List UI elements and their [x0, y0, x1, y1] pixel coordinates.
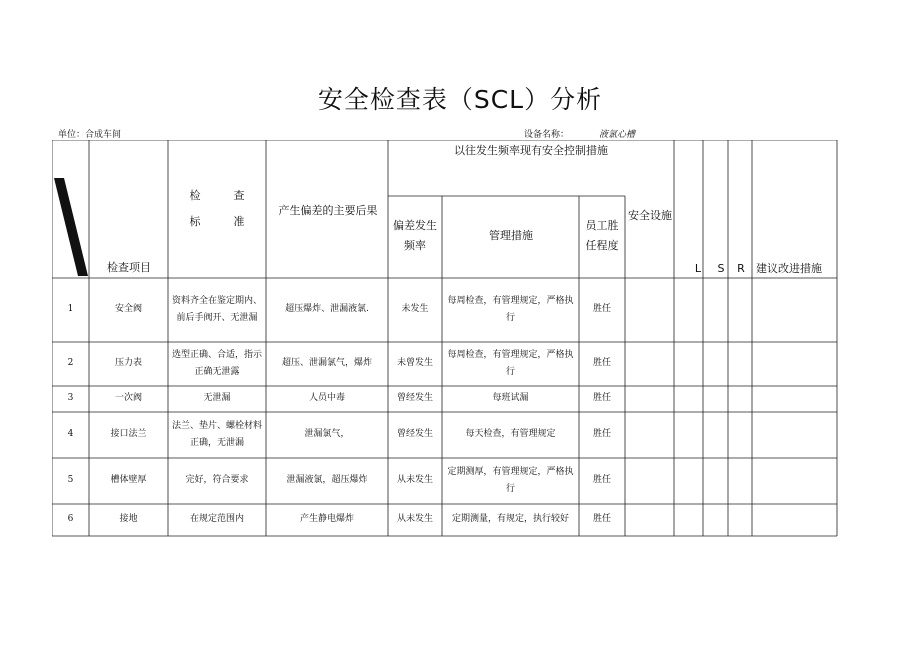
equipment-name: [524, 127, 635, 140]
header-management: 管理措施: [489, 229, 533, 243]
row-2-no: 2: [67, 358, 74, 369]
row-1-management: 每周检查，有管理规定，严格执行: [447, 295, 574, 323]
row-3-competence: 胜任: [592, 393, 611, 404]
row-3-standard: 无泄漏: [203, 393, 231, 404]
header-competence: 员工胜任程度: [585, 219, 619, 252]
row-4-management: 每天检查，有管理规定: [465, 429, 556, 440]
row-1-no: 1: [67, 304, 74, 315]
row-5-item: 槽体壁厚: [110, 475, 147, 486]
row-5-management: 定期测厚，有管理规定，严格执行: [447, 466, 574, 494]
row-6-standard: 在规定范围内: [189, 514, 244, 525]
equipment-label: 设备名称：: [524, 130, 570, 140]
row-4-standard: 法兰、垫片、螺栓材料正确，无泄漏: [171, 420, 262, 448]
row-1-item: 安全阀: [114, 304, 142, 315]
row-3-item: 一次阀: [114, 393, 142, 404]
header-frequency-group: 以往发生频率现有安全控制措施: [454, 144, 608, 158]
row-5-competence: 胜任: [592, 475, 611, 486]
corner-slash-mark: [52, 176, 90, 280]
row-5-freq: 从未发生: [396, 475, 433, 486]
row-1-freq: 未发生: [401, 304, 429, 315]
header-standard-line1: 检 查: [189, 188, 245, 202]
row-5-consequence: 泄漏液氯，超压爆炸: [286, 475, 368, 486]
header-standard: [168, 180, 266, 238]
row-2-competence: 胜任: [592, 358, 611, 369]
equipment-value: 液氯心槽: [599, 130, 636, 140]
row-6-competence: 胜任: [592, 514, 611, 525]
row-6-freq: 从未发生: [396, 514, 433, 525]
row-6-management: 定期测量，有规定，执行较好: [451, 514, 569, 525]
row-2-standard: 选型正确、合适，指示正确无泄露: [171, 349, 262, 377]
header-deviation-frequency: 偏差发生频率: [393, 219, 437, 252]
row-4-competence: 胜任: [592, 429, 611, 440]
header-item: 检查项目: [107, 261, 151, 275]
row-4-no: 4: [67, 429, 74, 440]
row-6-item: 接地: [119, 514, 138, 525]
row-1-competence: 胜任: [592, 304, 611, 315]
header-standard-line2: 标 准: [189, 215, 245, 228]
row-2-consequence: 超压、泄漏氯气，爆炸: [281, 358, 372, 369]
unit-label: 单位：合成车间: [58, 130, 122, 140]
row-6-no: 6: [67, 514, 74, 525]
row-5-standard: 完好，符合要求: [185, 475, 249, 486]
row-2-item: 压力表: [114, 358, 142, 369]
row-3-management: 每班试漏: [492, 393, 529, 404]
row-1-standard: 资料齐全在鉴定期内、前后手阀开、无泄漏: [171, 295, 262, 323]
row-2-freq: 未曾发生: [396, 358, 433, 369]
header-s: S: [717, 262, 725, 276]
header-safety-facility: 安全设施: [628, 209, 672, 223]
row-4-freq: 曾经发生: [396, 429, 433, 440]
row-5-no: 5: [67, 475, 74, 486]
row-1-consequence: 超压爆炸、泄漏液氯.: [285, 304, 369, 315]
row-4-consequence: 泄漏氯气，: [304, 429, 350, 440]
header-r: R: [737, 262, 745, 276]
page-title: 安全检查表（SCL）分析: [317, 85, 603, 114]
row-3-consequence: 人员中毒: [308, 393, 345, 404]
row-2-management: 每周检查，有管理规定，严格执行: [447, 349, 574, 377]
header-suggestion: 建议改进措施: [756, 262, 822, 276]
header-consequence: 产生偏差的主要后果: [278, 204, 378, 218]
row-6-consequence: 产生静电爆炸: [299, 514, 354, 525]
row-4-item: 接口法兰: [110, 429, 147, 440]
header-l: L: [694, 262, 702, 276]
row-3-no: 3: [67, 393, 74, 404]
row-3-freq: 曾经发生: [396, 393, 433, 404]
